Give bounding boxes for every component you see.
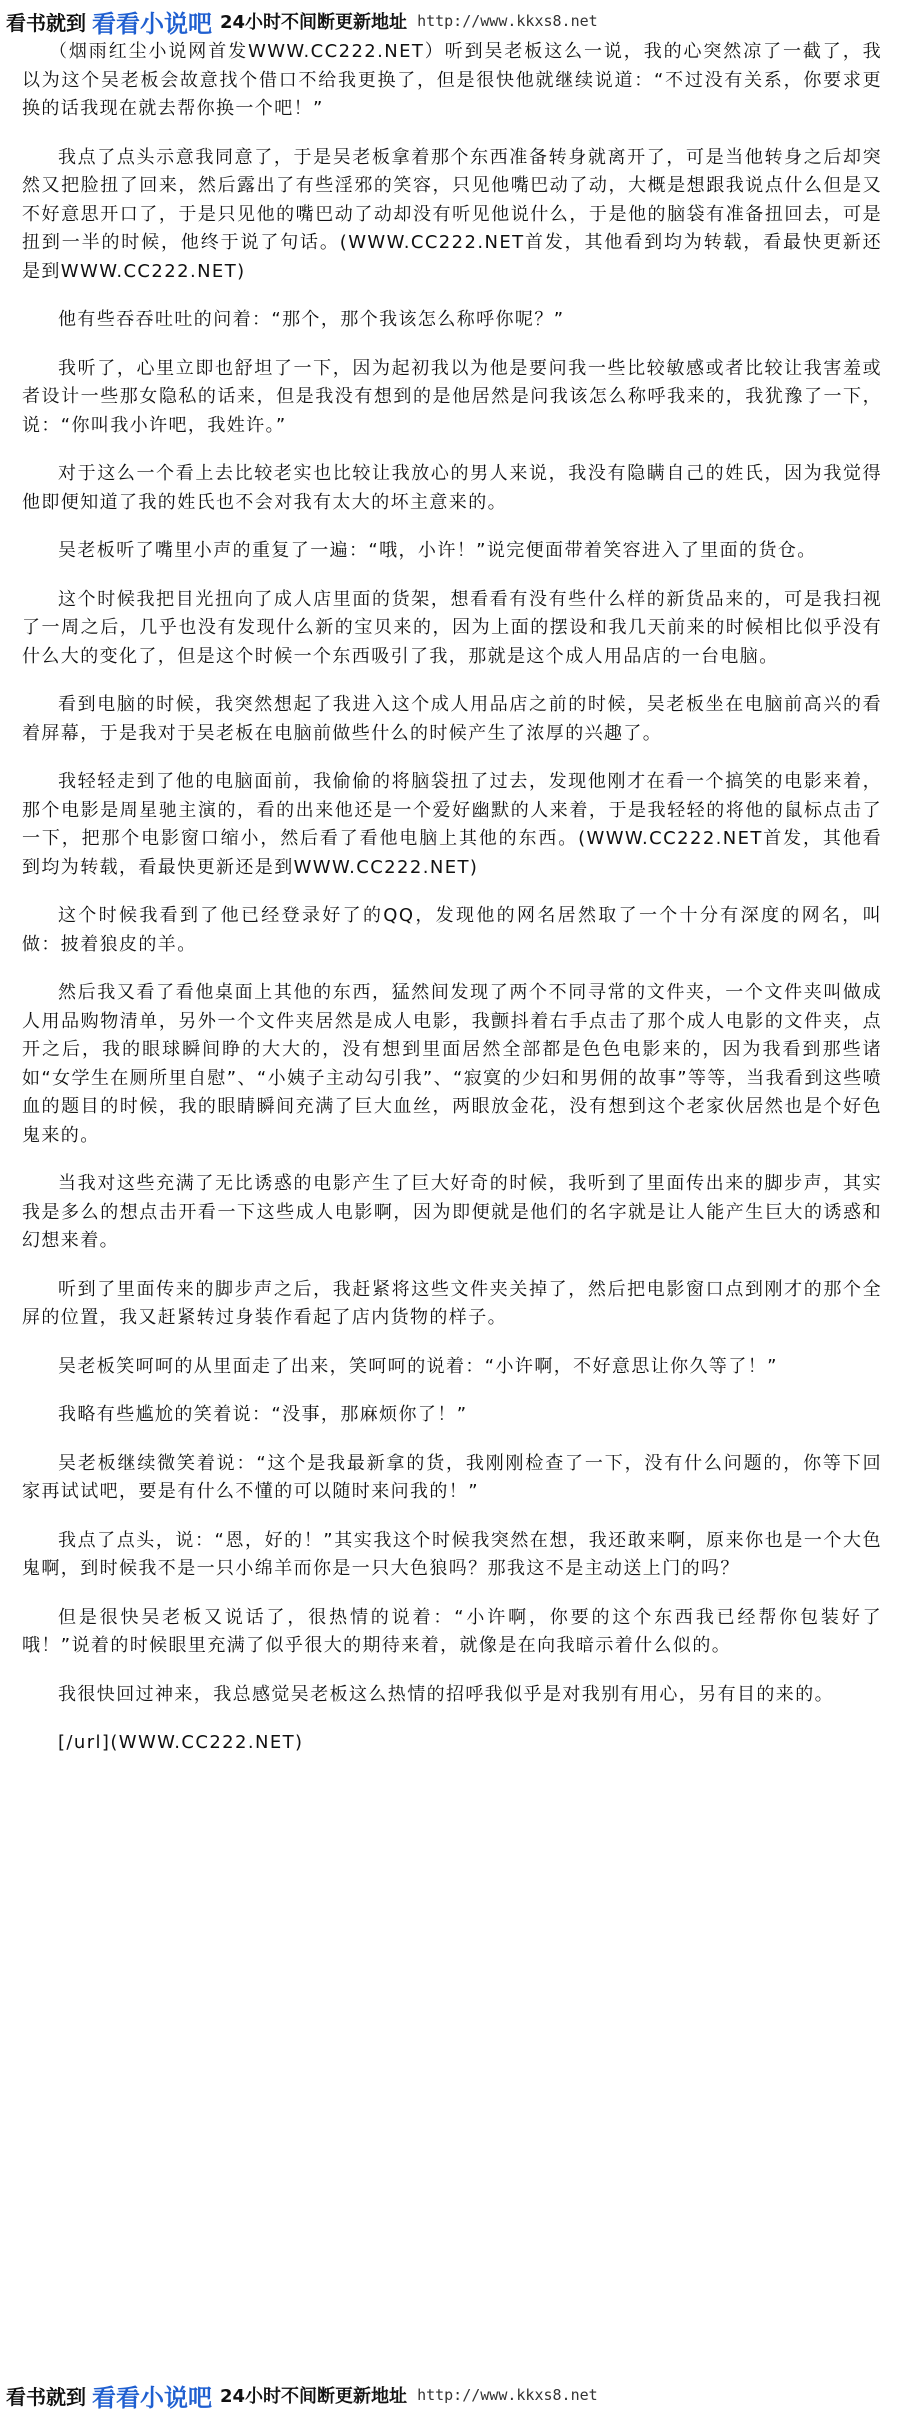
- source-url-footer[interactable]: [/url](WWW.CC222.NET): [58, 1732, 304, 1753]
- banner-lead-text: 看书就到: [6, 10, 86, 35]
- paragraph-7: 这个时候我把目光扭向了成人店里面的货架，想看看有没有些什么样的新货品来的，可是我扫视了一周之后，几乎也没有发现什么新的宝贝来的，因为上面的摆设和我几天前来的时候相比似乎没有什么大的变化了，但是这个时候一个东西吸引了我，那就是这个成人用品店的一台电脑。: [22, 588, 882, 667]
- paragraph-15: 我略有些尴尬的笑着说：“没事，那麻烦你了！”: [58, 1404, 468, 1425]
- paragraph-16: 吴老板继续微笑着说：“这个是我最新拿的货，我刚刚检查了一下，没有什么问题的，你等下回家再试试吧，要是有什么不懂的可以随时来问我的！”: [22, 1452, 882, 1502]
- bottom-site-banner: [0, 2380, 900, 2410]
- paragraph-18: 但是很快吴老板又说话了，很热情的说着：“小许啊，你要的这个东西我已经帮你包装好了哦！”说着的时候眼里充满了似乎很大的期待来着，就像是在向我暗示着什么似的。: [22, 1606, 882, 1656]
- top-site-banner: [0, 6, 900, 36]
- paragraph-11: 然后我又看了看他桌面上其他的东西，猛然间发现了两个不同寻常的文件夹，一个文件夹叫做成人用品购物清单，另外一个文件夹居然是成人电影，我颤抖着右手点击了那个成人电影的文件夹，点开之后，我的眼球瞬间睁的大大的，没有想到里面居然全部都是色色电影来的，因为我看到那些诸如“女学生在厕所里自慰”、“小姨子主动勾引我”、“寂寞的少妇和男佣的故事”等等，当我看到这些喷血的题目的时候，我的眼睛瞬间充满了巨大血丝，两眼放金花，没有想到这个老家伙居然也是个好色鬼来的。: [22, 982, 882, 1146]
- banner-site-link[interactable]: 看看小说吧: [92, 9, 212, 38]
- banner-url-link[interactable]: http://www.kkxs8.net: [417, 12, 598, 30]
- paragraph-19: 我很快回过神来，我总感觉吴老板这么热情的招呼我似乎是对我别有用心，另有目的来的。: [58, 1683, 834, 1705]
- banner-tagline: 24小时不间断更新地址: [220, 12, 408, 33]
- banner-lead-text: 看书就到: [6, 2384, 86, 2409]
- paragraph-3: 他有些吞吞吐吐的问着：“那个，那个我该怎么称呼你呢？”: [58, 309, 565, 330]
- paragraph-9: 我轻轻走到了他的电脑面前，我偷偷的将脑袋扭了过去，发现他刚才在看一个搞笑的电影来着，那个电影是周星驰主演的，看的出来他还是一个爱好幽默的人来着，于是我轻轻的将他的鼠标点击了一下，把那个电影窗口缩小，然后看了看他电脑上其他的东西。(WWW.CC222.NET首发，其他看到均为转载，看最快更新还是到WWW.CC222.NET): [22, 771, 882, 878]
- paragraph-8: 看到电脑的时候，我突然想起了我进入这个成人用品店之前的时候，吴老板坐在电脑前高兴的看着屏幕，于是我对于吴老板在电脑前做些什么的时候产生了浓厚的兴趣了。: [22, 694, 882, 744]
- banner-url-link[interactable]: http://www.kkxs8.net: [417, 2386, 598, 2404]
- paragraph-1: （烟雨红尘小说网首发WWW.CC222.NET）听到吴老板这么一说，我的心突然凉了一截了，我以为这个吴老板会故意找个借口不给我更换了，但是很快他就继续说道：“不过没有关系，你要求更换的话我现在就去帮你换一个吧！”: [22, 41, 882, 119]
- article-body: [22, 38, 882, 1778]
- paragraph-13: 听到了里面传来的脚步声之后，我赶紧将这些文件夹关掉了，然后把电影窗口点到刚才的那个全屏的位置，我又赶紧转过身装作看起了店内货物的样子。: [22, 1278, 882, 1328]
- banner-site-link[interactable]: 看看小说吧: [92, 2383, 212, 2412]
- paragraph-5: 对于这么一个看上去比较老实也比较让我放心的男人来说，我没有隐瞒自己的姓氏，因为我觉得他即便知道了我的姓氏也不会对我有太大的坏主意来的。: [22, 463, 882, 513]
- banner-tagline: 24小时不间断更新地址: [220, 2386, 408, 2407]
- paragraph-17: 我点了点头，说：“恩，好的！”其实我这个时候我突然在想，我还敢来啊，原来你也是一个大色鬼啊，到时候我不是一只小绵羊而你是一只大色狼吗？那我这不是主动送上门的吗？: [22, 1529, 882, 1579]
- paragraph-4: 我听了，心里立即也舒坦了一下，因为起初我以为他是要问我一些比较敏感或者比较让我害羞或者设计一些那女隐私的话来，但是我没有想到的是他居然是问我该怎么称呼我来的，我犹豫了一下，说：“你叫我小许吧，我姓许。”: [22, 357, 882, 436]
- paragraph-14: 吴老板笑呵呵的从里面走了出来，笑呵呵的说着：“小许啊，不好意思让你久等了！”: [58, 1355, 778, 1377]
- paragraph-12: 当我对这些充满了无比诱惑的电影产生了巨大好奇的时候，我听到了里面传出来的脚步声，其实我是多么的想点击开看一下这些成人电影啊，因为即便就是他们的名字就是让人能产生巨大的诱惑和幻想来着。: [22, 1173, 882, 1251]
- paragraph-6: 吴老板听了嘴里小声的重复了一遍：“哦，小许！”说完便面带着笑容进入了里面的货仓。: [58, 540, 817, 561]
- paragraph-2: 我点了点头示意我同意了，于是吴老板拿着那个东西准备转身就离开了，可是当他转身之后却突然又把脸扭了回来，然后露出了有些淫邪的笑容，只见他嘴巴动了动，大概是想跟我说点什么但是又不好意思开口了，于是只见他的嘴巴动了动却没有听见他说什么，于是他的脑袋有准备扭回去，可是扭到一半的时候，他终于说了句话。(WWW.CC222.NET首发，其他看到均为转载，看最快更新还是到WWW.CC222.NET): [22, 146, 882, 282]
- paragraph-10: 这个时候我看到了他已经登录好了的QQ，发现他的网名居然取了一个十分有深度的网名，叫做：披着狼皮的羊。: [22, 905, 882, 955]
